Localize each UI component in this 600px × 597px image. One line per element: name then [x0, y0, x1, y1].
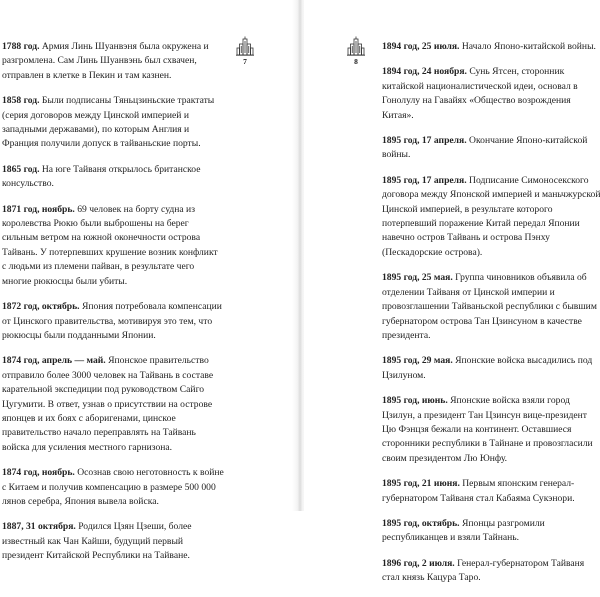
entry-text: На юге Тайваня открылось британское консульство.: [2, 163, 201, 190]
entry-text: Генерал-губернатором Тайваня стал князь Кацура Таро.: [382, 557, 585, 584]
timeline-entry: [382, 40, 600, 54]
timeline-entry: [2, 354, 224, 455]
timeline-entry: [2, 300, 224, 343]
entry-text: Японские войска высадились под Цзилуном.: [382, 355, 593, 381]
entry-year: 1894 год, 24 ноября.: [382, 66, 467, 78]
entry-year: 1895 год, октябрь.: [382, 517, 460, 529]
entry-year: 1895 год, июнь.: [382, 395, 448, 407]
building-icon: [236, 36, 254, 56]
entry-text: Начало Японо-китайской войны.: [459, 41, 596, 52]
entry-year: 1896 год, 2 июля.: [382, 557, 455, 569]
left-page: [0, 0, 296, 562]
entry-year: 1874 год, апрель — май.: [2, 355, 106, 367]
entry-text: 69 человек на борту судна из королевства Рюкю были выброшены на берег сильным ветром на южной оконечности острова Тайвань. У потерпевших крушение возник конфликт с людьми из племени пайван, в результате чего многие рюкюсцы были убиты.: [2, 203, 218, 287]
timeline-entry: [382, 354, 600, 383]
entry-text: Армия Линь Шуанвэня была окружена и разгромлена. Сам Линь Шуанвэнь был схвачен, отправлен в клетке в Пекин и там казнен.: [2, 41, 209, 81]
page-marker: [344, 36, 368, 66]
timeline-entry: [382, 134, 600, 163]
entry-year: 1887, 31 октября.: [2, 521, 76, 533]
entry-text: Осознав свою неготовность к войне с Китаем и получив компенсацию в размере 500 000 лянов серебра, Япония вывела войска.: [2, 467, 224, 507]
entry-text: Сунь Ятсен, сторонник китайской националистической идеи, основал в Гонолулу на Гавайях «Общество возрождения Китая».: [382, 66, 578, 121]
entry-text: Японцы разгромили республиканцев и взяли Тайнань.: [382, 517, 545, 544]
entry-year: 1788 год.: [2, 41, 40, 52]
building-icon: [347, 36, 365, 56]
left-timeline: [2, 40, 224, 575]
entry-year: 1895 год, 29 мая.: [382, 355, 453, 367]
entry-text: Японское правительство отправило более 3000 человек на Тайвань в составе карательной экспедиции под руководством Сайго Цугумити. В ответ, узнав о присутствии на острове японцев и их боях с аборигенами, цинское правительство начало переправлять на Тайвань войска для усиления местного гарнизона.: [2, 355, 214, 453]
timeline-entry: [382, 477, 600, 506]
entry-year: 1872 год, октябрь.: [2, 301, 80, 313]
entry-year: 1895 год, 17 апреля.: [382, 174, 467, 186]
entry-text: Япония потребовала компенсации от Цинского правительства, мотивируя это тем, что рюкюсцы были подданными Японии.: [2, 301, 222, 341]
page-marker: [233, 36, 257, 66]
timeline-entry: [382, 65, 600, 123]
timeline-entry: [2, 40, 224, 83]
timeline-entry: [382, 174, 600, 260]
timeline-entry: [382, 271, 600, 343]
timeline-entry: [2, 163, 224, 192]
entry-text: Подписание Симоносекского договора между Японской империей и маньчжурской Цинской империей, в результате которого потерпевший поражение Китай передал Японии навечно остров Тайвань и острова Пэнху (Пескадорские острова).: [382, 174, 600, 258]
entry-text: Окончание Японо-китайской войны.: [382, 135, 588, 161]
right-timeline: [382, 40, 600, 597]
timeline-entry: [2, 520, 224, 563]
entry-year: 1858 год.: [2, 95, 40, 107]
timeline-entry: [382, 557, 600, 586]
timeline-entry: [2, 203, 224, 289]
entry-text: Японские войска взяли город Цзилун, а президент Тан Цзинсун вице-президент Цю Фэнцзя бежали на континент. Оставшиеся сторонники республики в Тайнане и провозгласили своим президентом Лю Юнфу.: [382, 395, 593, 464]
timeline-entry: [2, 94, 224, 152]
page-number: 7: [243, 57, 247, 66]
timeline-entry: [382, 394, 600, 466]
right-page: [304, 0, 600, 584]
entry-text: Родился Цзян Цзеши, более известный как Чан Кайши, будущий первый президент Китайской Республики на Тайване.: [2, 521, 192, 562]
entry-year: 1895 год, 25 мая.: [382, 272, 453, 284]
timeline-entry: [2, 466, 224, 509]
entry-year: 1865 год.: [2, 163, 40, 175]
timeline-entry: [382, 517, 600, 546]
entry-text: Первым японским генерал-губернатором Тайваня стал Кабаяма Сукэнори.: [382, 478, 575, 504]
entry-year: 1871 год, ноябрь.: [2, 203, 75, 215]
entry-text: Группа чиновников объявила об отделении Тайваня от Цинской империи и провозглашении Тайваньской республики с бывшим губернатором острова Тан Цзинсуном в качестве президента.: [382, 272, 597, 341]
entry-text: Были подписаны Тяньцзиньские трактаты (серия договоров между Цинской империей и западными державами), по которым Англия и Франция получили допуск в тайваньские порты.: [2, 95, 215, 150]
entry-year: 1895 год, 17 апреля.: [382, 135, 467, 147]
entry-year: 1895 год, 21 июня.: [382, 478, 460, 490]
entry-year: 1894 год, 25 июля.: [382, 41, 460, 52]
page-number: 8: [354, 57, 358, 66]
entry-year: 1874 год, ноябрь.: [2, 467, 75, 479]
